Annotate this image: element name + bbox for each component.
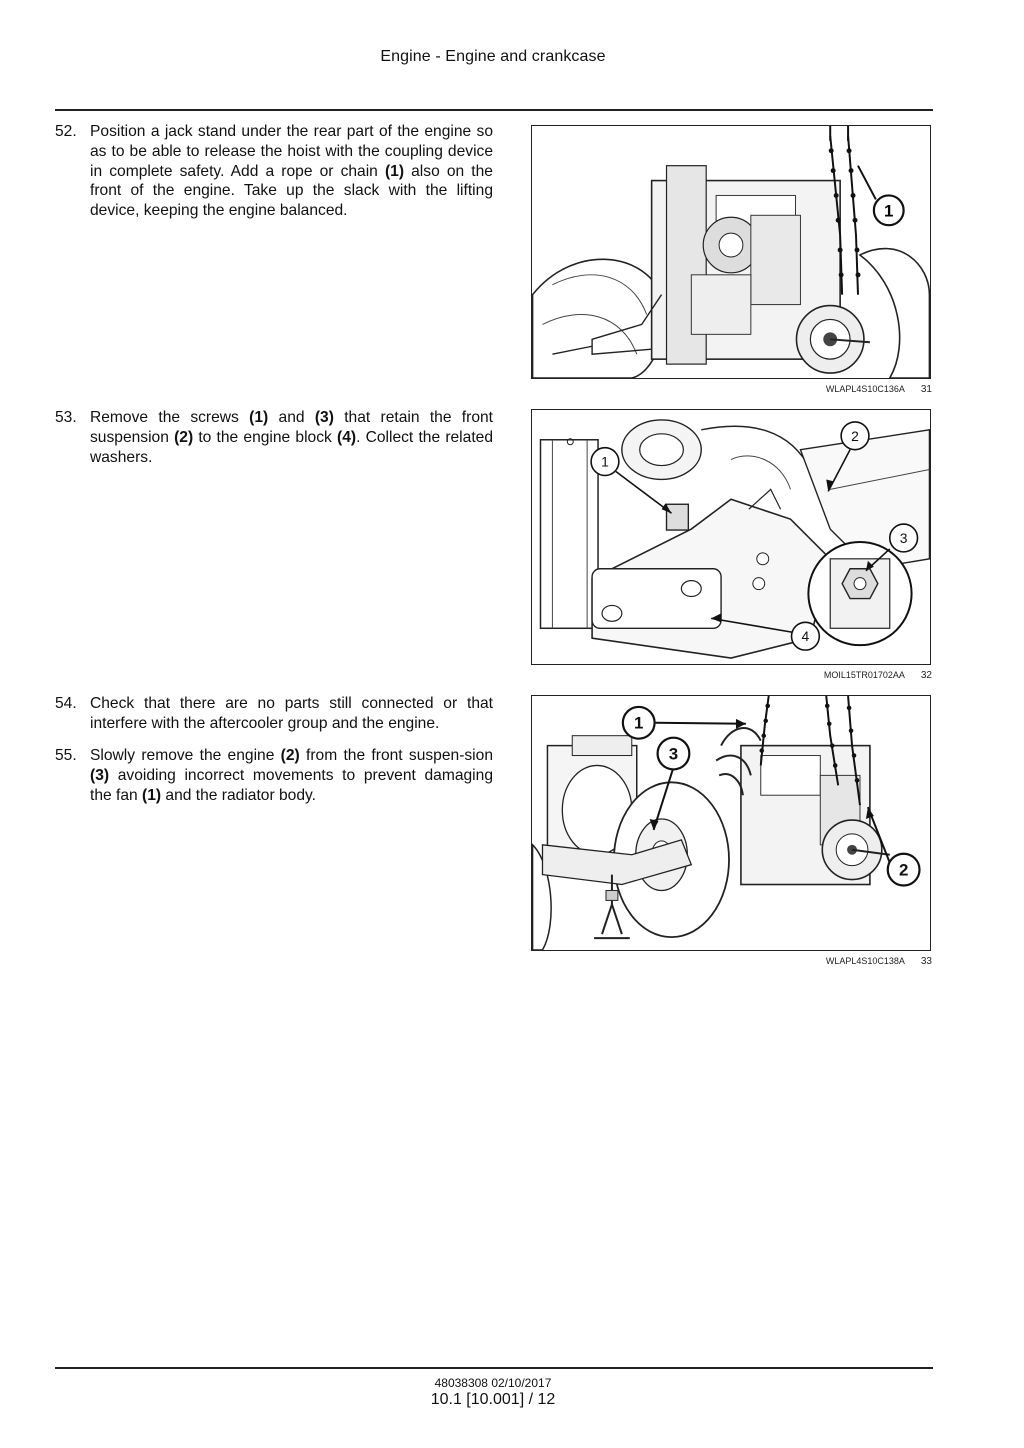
figure-caption-33: [640, 956, 932, 967]
step-text: [90, 694, 493, 734]
part-reference: (1): [384, 162, 405, 180]
step-53: [55, 408, 493, 467]
callout-label: 2: [851, 427, 859, 444]
step-text-segment: Position a jack stand under the rear part of the engine so as to be able to release the hoist with the coupling device in complete safety. Add a rope or chain: [90, 123, 493, 180]
step-number: 53.: [55, 409, 77, 426]
figure-caption-31: [640, 384, 932, 395]
figure-32-front-suspension: [531, 409, 931, 665]
step-text: [90, 746, 493, 805]
figure-33-engine-removal: [531, 695, 931, 951]
header-rule: [55, 109, 933, 111]
step-text-segment: . Collect the related washers.: [90, 428, 493, 466]
engine-removal-illustration: [532, 696, 930, 950]
part-reference: (2): [174, 428, 194, 446]
step-52: [55, 122, 493, 221]
part-reference: (1): [142, 786, 162, 804]
step-text-segment: from the front suspen-sion: [299, 747, 493, 764]
page-title: Engine - Engine and crankcase: [380, 48, 606, 65]
engine-hoist-illustration: [532, 126, 930, 378]
callout-label: 2: [898, 860, 909, 880]
figure-code: MOIL15TR01702AA: [823, 670, 905, 680]
front-suspension-illustration: [532, 410, 930, 664]
page-number: 10.1 [10.001] / 12: [430, 1391, 556, 1408]
part-reference: (1): [249, 409, 269, 426]
step-text-segment: and: [268, 409, 315, 426]
step-text: [90, 408, 493, 467]
callout-label: 3: [668, 744, 679, 764]
callout-label: 1: [884, 201, 894, 221]
step-54: [55, 694, 493, 734]
part-reference: (3): [90, 766, 110, 784]
figure-code: WLAPL4S10C136A: [825, 384, 905, 394]
step-text-segment: that retain the front suspension: [90, 409, 493, 446]
callout-label: 1: [601, 453, 609, 470]
step-text-segment: to the engine block: [193, 428, 338, 446]
step-text: [90, 122, 493, 221]
callout-label: 3: [899, 529, 908, 546]
step-number: 54.: [55, 695, 77, 712]
step-text-segment: Remove the screws: [90, 409, 250, 426]
step-text-segment: also on the front of the engine. Take up the slack with the lifting device, keeping the engine balanced.: [90, 162, 493, 220]
part-reference: (2): [280, 747, 300, 764]
step-number: 55.: [55, 747, 77, 764]
figure-number: 31: [920, 384, 932, 395]
step-text-segment: Slowly remove the engine: [90, 747, 281, 764]
figure-number: 32: [920, 670, 932, 681]
figure-number: 33: [920, 956, 932, 967]
figure-31-engine-hoist: [531, 125, 931, 379]
document-reference: 48038308 02/10/2017: [434, 1376, 552, 1390]
step-text-segment: Check that there are no parts still connected or that interfere with the aftercooler group and the engine.: [90, 695, 493, 732]
step-text-segment: avoiding incorrect movements to prevent damaging the fan: [90, 766, 493, 804]
part-reference: (4): [337, 428, 357, 446]
part-reference: (3): [314, 409, 334, 426]
footer-rule: [55, 1367, 933, 1369]
step-text-segment: and the radiator body.: [161, 786, 316, 804]
callout-label: 1: [634, 713, 644, 733]
step-55: [55, 746, 493, 805]
step-number: 52.: [55, 123, 77, 140]
figure-code: WLAPL4S10C138A: [825, 956, 905, 966]
figure-caption-32: [640, 670, 932, 681]
callout-label: 4: [801, 628, 810, 645]
